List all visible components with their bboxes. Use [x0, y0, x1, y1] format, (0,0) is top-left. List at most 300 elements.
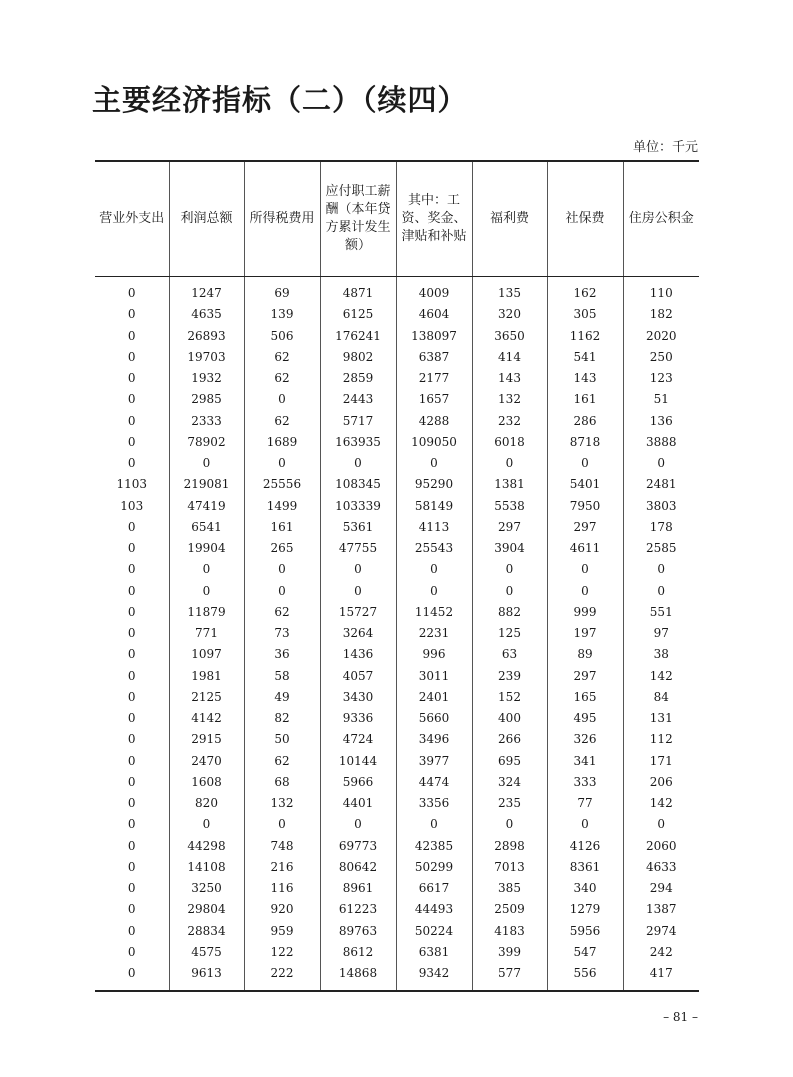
col-header-income-tax: 所得税费用 [244, 161, 320, 277]
table-cell: 29804 [169, 899, 244, 920]
table-cell: 68 [244, 772, 320, 793]
table-cell: 0 [169, 814, 244, 835]
table-cell: 143 [472, 368, 547, 389]
table-cell: 1608 [169, 772, 244, 793]
table-cell: 69 [244, 277, 320, 305]
col-header-housing-fund: 住房公积金 [623, 161, 699, 277]
table-row [95, 793, 699, 814]
table-cell: 4724 [320, 729, 396, 750]
table-cell: 495 [547, 708, 623, 729]
table-row [95, 666, 699, 687]
table-cell: 19703 [169, 347, 244, 368]
table-cell: 14108 [169, 857, 244, 878]
table-cell: 3904 [472, 538, 547, 559]
table-cell: 89763 [320, 921, 396, 942]
table-cell: 2125 [169, 687, 244, 708]
table-cell: 6381 [396, 942, 472, 963]
table-cell: 400 [472, 708, 547, 729]
table-cell: 0 [127, 541, 136, 556]
table-cell: 0 [396, 814, 472, 835]
table-cell: 135 [472, 277, 547, 305]
table-cell: 9336 [320, 708, 396, 729]
table-cell: 320 [472, 304, 547, 325]
table-cell: 1279 [547, 899, 623, 920]
table-cell: 3430 [320, 687, 396, 708]
table-cell: 11452 [396, 602, 472, 623]
table-row [95, 389, 699, 410]
table-cell: 0 [127, 328, 136, 343]
table-cell: 161 [547, 389, 623, 410]
table-cell: 73 [244, 623, 320, 644]
table-cell: 3356 [396, 793, 472, 814]
indicator-table [95, 160, 699, 992]
table-cell: 4113 [396, 517, 472, 538]
table-row [95, 751, 699, 772]
table-cell: 0 [320, 814, 396, 835]
table-cell: 0 [127, 604, 136, 619]
table-cell: 139 [244, 304, 320, 325]
table-cell: 132 [244, 793, 320, 814]
table-cell: 2443 [320, 389, 396, 410]
table-cell: 2231 [396, 623, 472, 644]
table-cell: 42385 [396, 836, 472, 857]
table-row [95, 963, 699, 991]
table-cell: 0 [127, 286, 136, 301]
table-cell: 1499 [244, 496, 320, 517]
table-cell: 2060 [623, 836, 699, 857]
table-cell: 28834 [169, 921, 244, 942]
table-cell: 0 [396, 453, 472, 474]
table-body [95, 277, 699, 992]
table-cell: 1657 [396, 389, 472, 410]
table-cell: 0 [244, 814, 320, 835]
table-cell: 4288 [396, 411, 472, 432]
table-cell: 333 [547, 772, 623, 793]
table-cell: 0 [127, 349, 136, 364]
table-cell: 996 [396, 644, 472, 665]
col-header-wages-bonuses: 其中：工资、奖金、津贴和补贴 [396, 161, 472, 277]
table-cell: 9613 [169, 963, 244, 991]
table-cell: 77 [547, 793, 623, 814]
table-cell: 882 [472, 602, 547, 623]
table-row [95, 453, 699, 474]
table-row [95, 857, 699, 878]
table-cell: 2859 [320, 368, 396, 389]
table-cell: 89 [547, 644, 623, 665]
table-cell: 820 [169, 793, 244, 814]
table-cell: 7013 [472, 857, 547, 878]
table-cell: 5361 [320, 517, 396, 538]
table-cell: 109050 [396, 432, 472, 453]
table-cell: 340 [547, 878, 623, 899]
table-row [95, 772, 699, 793]
table-cell: 0 [127, 562, 136, 577]
table-cell: 3977 [396, 751, 472, 772]
table-row [95, 729, 699, 750]
table-cell: 1689 [244, 432, 320, 453]
table-row [95, 432, 699, 453]
table-cell: 2020 [623, 326, 699, 347]
table-cell: 0 [320, 453, 396, 474]
table-cell: 116 [244, 878, 320, 899]
table-cell: 44298 [169, 836, 244, 857]
table-cell: 297 [472, 517, 547, 538]
table-cell: 6018 [472, 432, 547, 453]
table-cell: 2585 [623, 538, 699, 559]
table-row [95, 814, 699, 835]
table-cell: 0 [127, 371, 136, 386]
table-cell: 0 [472, 581, 547, 602]
table-cell: 63 [472, 644, 547, 665]
table-cell: 4474 [396, 772, 472, 793]
table-row [95, 277, 699, 305]
table-cell: 1247 [169, 277, 244, 305]
table-cell: 556 [547, 963, 623, 991]
page-number: – 81 – [663, 1010, 698, 1024]
unit-label: 单位：千元 [632, 140, 698, 155]
table-cell: 2177 [396, 368, 472, 389]
table-cell: 1436 [320, 644, 396, 665]
table-cell: 182 [623, 304, 699, 325]
table-cell: 8361 [547, 857, 623, 878]
table-cell: 3650 [472, 326, 547, 347]
table-cell: 9802 [320, 347, 396, 368]
table-cell: 695 [472, 751, 547, 772]
table-cell: 551 [623, 602, 699, 623]
table-cell: 3496 [396, 729, 472, 750]
table-cell: 103339 [320, 496, 396, 517]
table-cell: 38 [623, 644, 699, 665]
table-cell: 132 [472, 389, 547, 410]
table-cell: 125 [472, 623, 547, 644]
table-cell: 163935 [320, 432, 396, 453]
table-cell: 171 [623, 751, 699, 772]
table-row [95, 878, 699, 899]
table-cell: 178 [623, 517, 699, 538]
table-cell: 6617 [396, 878, 472, 899]
table-cell: 0 [127, 711, 136, 726]
table-cell: 0 [547, 453, 623, 474]
table-cell: 547 [547, 942, 623, 963]
table-cell: 0 [244, 453, 320, 474]
table-cell: 0 [127, 647, 136, 662]
table-cell: 108345 [320, 474, 396, 495]
table-cell: 0 [623, 559, 699, 580]
table-cell: 4611 [547, 538, 623, 559]
table-row [95, 411, 699, 432]
table-row [95, 517, 699, 538]
table-cell: 197 [547, 623, 623, 644]
table-cell: 0 [127, 753, 136, 768]
table-cell: 176241 [320, 326, 396, 347]
table-row [95, 687, 699, 708]
table-cell: 0 [547, 559, 623, 580]
table-cell: 25543 [396, 538, 472, 559]
table-cell: 0 [127, 817, 136, 832]
table-cell: 26893 [169, 326, 244, 347]
table-cell: 326 [547, 729, 623, 750]
table-cell: 69773 [320, 836, 396, 857]
table-cell: 0 [127, 689, 136, 704]
table-cell: 286 [547, 411, 623, 432]
table-row [95, 942, 699, 963]
table-cell: 2470 [169, 751, 244, 772]
table-cell: 4057 [320, 666, 396, 687]
table-cell: 6387 [396, 347, 472, 368]
table-cell: 11879 [169, 602, 244, 623]
table-row [95, 538, 699, 559]
table-cell: 1162 [547, 326, 623, 347]
table-cell: 97 [623, 623, 699, 644]
table-row [95, 326, 699, 347]
table-cell: 62 [244, 751, 320, 772]
table-cell: 4183 [472, 921, 547, 942]
table-cell: 4871 [320, 277, 396, 305]
table-cell: 0 [127, 732, 136, 747]
table-cell: 2898 [472, 836, 547, 857]
table-cell: 15727 [320, 602, 396, 623]
table-cell: 0 [95, 963, 169, 991]
table-cell: 123 [623, 368, 699, 389]
table-row [95, 708, 699, 729]
table-cell: 103 [120, 498, 144, 513]
table-row [95, 496, 699, 517]
table-cell: 0 [127, 583, 136, 598]
table-cell: 5717 [320, 411, 396, 432]
table-cell: 50224 [396, 921, 472, 942]
table-cell: 297 [547, 517, 623, 538]
table-cell: 4009 [396, 277, 472, 305]
table-cell: 138097 [396, 326, 472, 347]
table-cell: 0 [472, 453, 547, 474]
col-header-social-security: 社保费 [547, 161, 623, 277]
table-cell: 95290 [396, 474, 472, 495]
table-cell: 8612 [320, 942, 396, 963]
table-cell: 0 [127, 519, 136, 534]
col-header-payroll-payable: 应付职工薪酬（本年贷方累计发生额） [320, 161, 396, 277]
col-header-welfare: 福利费 [472, 161, 547, 277]
table-cell: 0 [127, 796, 136, 811]
table-cell: 341 [547, 751, 623, 772]
table-cell: 5538 [472, 496, 547, 517]
table-cell: 0 [127, 838, 136, 853]
table-cell: 62 [244, 347, 320, 368]
table-cell: 1097 [169, 644, 244, 665]
table-cell: 0 [127, 881, 136, 896]
table-cell: 4635 [169, 304, 244, 325]
table-cell: 84 [623, 687, 699, 708]
table-cell: 3011 [396, 666, 472, 687]
table-row [95, 559, 699, 580]
table-cell: 78902 [169, 432, 244, 453]
table-cell: 0 [472, 814, 547, 835]
table-cell: 0 [547, 814, 623, 835]
table-cell: 506 [244, 326, 320, 347]
table-cell: 2974 [623, 921, 699, 942]
table-cell: 0 [623, 581, 699, 602]
table-cell: 36 [244, 644, 320, 665]
table-cell: 385 [472, 878, 547, 899]
table-cell: 250 [623, 347, 699, 368]
table-cell: 110 [623, 277, 699, 305]
table-cell: 242 [623, 942, 699, 963]
table-cell: 920 [244, 899, 320, 920]
table-cell: 61223 [320, 899, 396, 920]
table-cell: 44493 [396, 899, 472, 920]
table-cell: 47419 [169, 496, 244, 517]
table-cell: 748 [244, 836, 320, 857]
table-cell: 165 [547, 687, 623, 708]
table-cell: 1103 [116, 477, 148, 492]
table-cell: 3264 [320, 623, 396, 644]
table-cell: 0 [127, 413, 136, 428]
table-cell: 3888 [623, 432, 699, 453]
table-cell: 49 [244, 687, 320, 708]
table-cell: 0 [127, 859, 136, 874]
table-cell: 19904 [169, 538, 244, 559]
table-cell: 50299 [396, 857, 472, 878]
table-cell: 0 [127, 923, 136, 938]
table-cell: 0 [623, 814, 699, 835]
col-header-nonoperating-expense: 营业外支出 [95, 161, 169, 277]
table-row [95, 899, 699, 920]
table-cell: 14868 [320, 963, 396, 991]
table-cell: 6125 [320, 304, 396, 325]
table-cell: 9342 [396, 963, 472, 991]
table-cell: 0 [127, 668, 136, 683]
table-cell: 305 [547, 304, 623, 325]
table-cell: 2509 [472, 899, 547, 920]
table-cell: 136 [623, 411, 699, 432]
table-cell: 3803 [623, 496, 699, 517]
table-cell: 47755 [320, 538, 396, 559]
table-row [95, 581, 699, 602]
table-cell: 122 [244, 942, 320, 963]
table-cell: 143 [547, 368, 623, 389]
table-cell: 131 [623, 708, 699, 729]
table-cell: 4604 [396, 304, 472, 325]
table-cell: 0 [169, 559, 244, 580]
table-cell: 1932 [169, 368, 244, 389]
table-cell: 10144 [320, 751, 396, 772]
table-cell: 0 [127, 774, 136, 789]
table-cell: 266 [472, 729, 547, 750]
table-cell: 294 [623, 878, 699, 899]
table-cell: 0 [127, 902, 136, 917]
table-cell: 5660 [396, 708, 472, 729]
table-row [95, 602, 699, 623]
table-row [95, 836, 699, 857]
table-cell: 2481 [623, 474, 699, 495]
table-cell: 62 [244, 411, 320, 432]
table-cell: 2401 [396, 687, 472, 708]
table-cell: 399 [472, 942, 547, 963]
table-cell: 4401 [320, 793, 396, 814]
table-cell: 0 [244, 581, 320, 602]
table-cell: 206 [623, 772, 699, 793]
table-cell: 1381 [472, 474, 547, 495]
table-cell: 82 [244, 708, 320, 729]
table-cell: 0 [169, 581, 244, 602]
table-row [95, 368, 699, 389]
table-cell: 771 [169, 623, 244, 644]
table-cell: 297 [547, 666, 623, 687]
table-cell: 959 [244, 921, 320, 942]
table-cell: 58 [244, 666, 320, 687]
table-cell: 0 [127, 456, 136, 471]
table-cell: 417 [623, 963, 699, 991]
table-cell: 216 [244, 857, 320, 878]
table-cell: 5966 [320, 772, 396, 793]
table-cell: 0 [244, 389, 320, 410]
table-cell: 4575 [169, 942, 244, 963]
table-cell: 50 [244, 729, 320, 750]
table-cell: 8718 [547, 432, 623, 453]
table-cell: 2985 [169, 389, 244, 410]
table-cell: 0 [472, 559, 547, 580]
page-title: 主要经济指标（二）（续四） [92, 83, 468, 117]
table-cell: 4142 [169, 708, 244, 729]
table-row [95, 921, 699, 942]
table-cell: 161 [244, 517, 320, 538]
table-cell: 0 [320, 581, 396, 602]
table-cell: 0 [320, 559, 396, 580]
table-cell: 0 [127, 392, 136, 407]
table-cell: 5401 [547, 474, 623, 495]
col-header-total-profit: 利润总额 [169, 161, 244, 277]
table-row [95, 623, 699, 644]
table-cell: 112 [623, 729, 699, 750]
table-cell: 0 [127, 307, 136, 322]
table-cell: 3250 [169, 878, 244, 899]
table-cell: 577 [472, 963, 547, 991]
table-cell: 0 [396, 559, 472, 580]
table-cell: 999 [547, 602, 623, 623]
table-cell: 0 [127, 434, 136, 449]
table-row [95, 474, 699, 495]
table-cell: 142 [623, 666, 699, 687]
table-cell: 239 [472, 666, 547, 687]
table-cell: 1981 [169, 666, 244, 687]
table-header-row [95, 161, 699, 277]
table-cell: 324 [472, 772, 547, 793]
table-cell: 0 [396, 581, 472, 602]
table-cell: 0 [547, 581, 623, 602]
table-cell: 0 [623, 453, 699, 474]
table-cell: 2333 [169, 411, 244, 432]
table-row [95, 304, 699, 325]
table-cell: 8961 [320, 878, 396, 899]
table-cell: 2915 [169, 729, 244, 750]
table-cell: 541 [547, 347, 623, 368]
table-cell: 6541 [169, 517, 244, 538]
table-cell: 142 [623, 793, 699, 814]
table-cell: 4633 [623, 857, 699, 878]
table-cell: 1387 [623, 899, 699, 920]
table-cell: 7950 [547, 496, 623, 517]
table-cell: 0 [127, 626, 136, 641]
table-cell: 0 [169, 453, 244, 474]
table-cell: 265 [244, 538, 320, 559]
table-cell: 235 [472, 793, 547, 814]
table-row [95, 347, 699, 368]
table-cell: 152 [472, 687, 547, 708]
table-cell: 62 [244, 602, 320, 623]
table-cell: 80642 [320, 857, 396, 878]
table-cell: 219081 [169, 474, 244, 495]
table-cell: 232 [472, 411, 547, 432]
table-cell: 5956 [547, 921, 623, 942]
